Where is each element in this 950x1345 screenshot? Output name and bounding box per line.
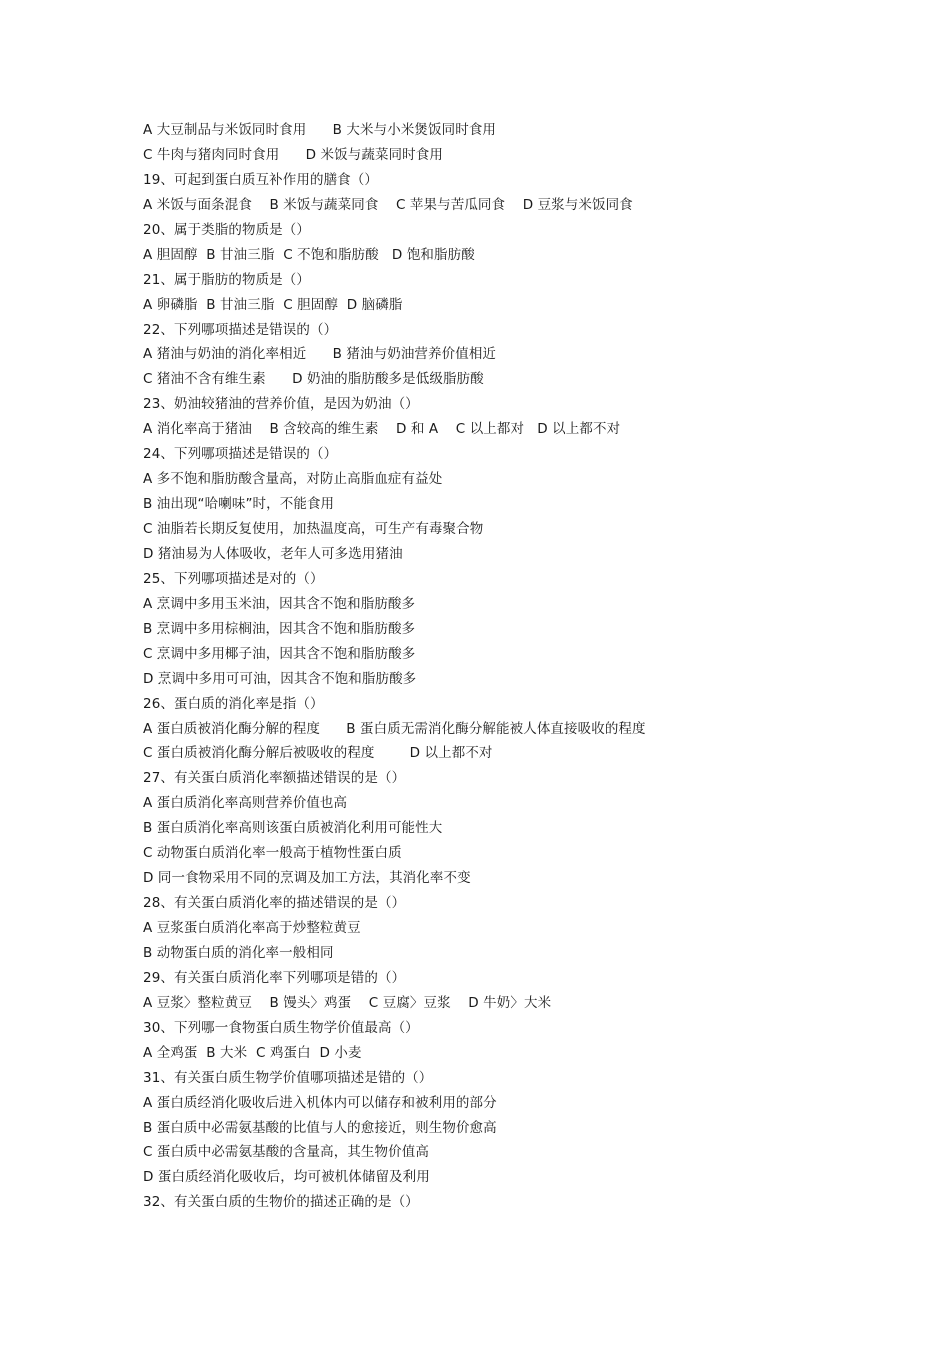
answer-options: C 猪油不含有维生素 D 奶油的脂肪酸多是低级脂肪酸	[143, 371, 484, 388]
text-line: A 大豆制品与米饭同时食用 B 大米与小米煲饭同时食用	[143, 122, 497, 138]
answer-option: D 猪油易为人体吸收，老年人可多选用猪油	[143, 545, 403, 562]
answer-options: A 米饭与面条混食 B 米饭与蔬菜同食 C 苹果与苦瓜同食 D 豆浆与米饭同食	[143, 196, 633, 213]
answer-option: B 油出现“哈喇味”时，不能食用	[143, 496, 335, 513]
answer-option: A 多不饱和脂肪酸含量高，对防止高脂血症有益处	[143, 471, 443, 488]
question-heading: 25、下列哪项描述是对的（）	[143, 570, 324, 587]
answer-options: A 豆浆〉整粒黄豆 B 馒头〉鸡蛋 C 豆腐〉豆浆 D 牛奶〉大米	[143, 994, 552, 1011]
answer-option: C 油脂若长期反复使用，加热温度高，可生产有毒聚合物	[143, 521, 484, 537]
answer-option: C 蛋白质中必需氨基酸的含量高，其生物价值高	[143, 1144, 429, 1161]
answer-options: A 全鸡蛋 B 大米 C 鸡蛋白 D 小麦	[143, 1044, 362, 1061]
question-heading: 23、奶油较猪油的营养价值，是因为奶油（）	[143, 396, 419, 413]
answer-option: B 蛋白质消化率高则该蛋白质被消化利用可能性大	[143, 820, 443, 837]
question-text-block	[143, 118, 863, 1215]
answer-option: B 蛋白质中必需氨基酸的比值与人的愈接近，则生物价愈高	[143, 1119, 497, 1136]
question-heading: 29、有关蛋白质消化率下列哪项是错的（）	[143, 969, 406, 986]
question-heading: 21、属于脂肪的物质是（）	[143, 271, 310, 288]
answer-option: C 动物蛋白质消化率一般高于植物性蛋白质	[143, 845, 402, 862]
question-heading: 19、可起到蛋白质互补作用的膳食（）	[143, 171, 378, 188]
question-heading: 20、属于类脂的物质是（）	[143, 221, 310, 238]
answer-option: A 蛋白质经消化吸收后进入机体内可以储存和被利用的部分	[143, 1094, 497, 1111]
question-heading: 30、下列哪一食物蛋白质生物学价值最高（）	[143, 1019, 419, 1036]
answer-option: D 同一食物采用不同的烹调及加工方法，其消化率不变	[143, 870, 471, 887]
answer-options: C 蛋白质被消化酶分解后被吸收的程度 D 以上都不对	[143, 745, 493, 762]
text-line: C 牛肉与猪肉同时食用 D 米饭与蔬菜同时食用	[143, 146, 443, 163]
question-heading: 24、下列哪项描述是错误的（）	[143, 446, 338, 463]
answer-option: A 烹调中多用玉米油，因其含不饱和脂肪酸多	[143, 595, 416, 612]
question-heading: 26、蛋白质的消化率是指（）	[143, 695, 324, 712]
answer-option: A 蛋白质消化率高则营养价值也高	[143, 795, 348, 812]
question-heading: 27、有关蛋白质消化率额描述错误的是（）	[143, 770, 406, 787]
answer-option: C 烹调中多用椰子油，因其含不饱和脂肪酸多	[143, 645, 416, 662]
answer-option: D 烹调中多用可可油，因其含不饱和脂肪酸多	[143, 670, 417, 687]
answer-option: B 烹调中多用棕榈油，因其含不饱和脂肪酸多	[143, 620, 416, 637]
question-heading: 22、下列哪项描述是错误的（）	[143, 321, 338, 338]
answer-options: A 蛋白质被消化酶分解的程度 B 蛋白质无需消化酶分解能被人体直接吸收的程度	[143, 720, 646, 737]
question-heading: 32、有关蛋白质的生物价的描述正确的是（）	[143, 1194, 419, 1211]
answer-options: A 卵磷脂 B 甘油三脂 C 胆固醇 D 脑磷脂	[143, 296, 403, 313]
question-heading: 31、有关蛋白质生物学价值哪项描述是错的（）	[143, 1069, 433, 1086]
answer-options: A 消化率高于猪油 B 含较高的维生素 D 和 A C 以上都对 D 以上都不对	[143, 421, 621, 438]
answer-options: A 胆固醇 B 甘油三脂 C 不饱和脂肪酸 D 饱和脂肪酸	[143, 246, 475, 263]
answer-options: A 猪油与奶油的消化率相近 B 猪油与奶油营养价值相近	[143, 346, 497, 363]
question-heading: 28、有关蛋白质消化率的描述错误的是（）	[143, 895, 406, 912]
answer-option: A 豆浆蛋白质消化率高于炒整粒黄豆	[143, 920, 361, 936]
answer-option: B 动物蛋白质的消化率一般相同	[143, 944, 334, 961]
answer-option: D 蛋白质经消化吸收后，均可被机体储留及利用	[143, 1169, 430, 1186]
